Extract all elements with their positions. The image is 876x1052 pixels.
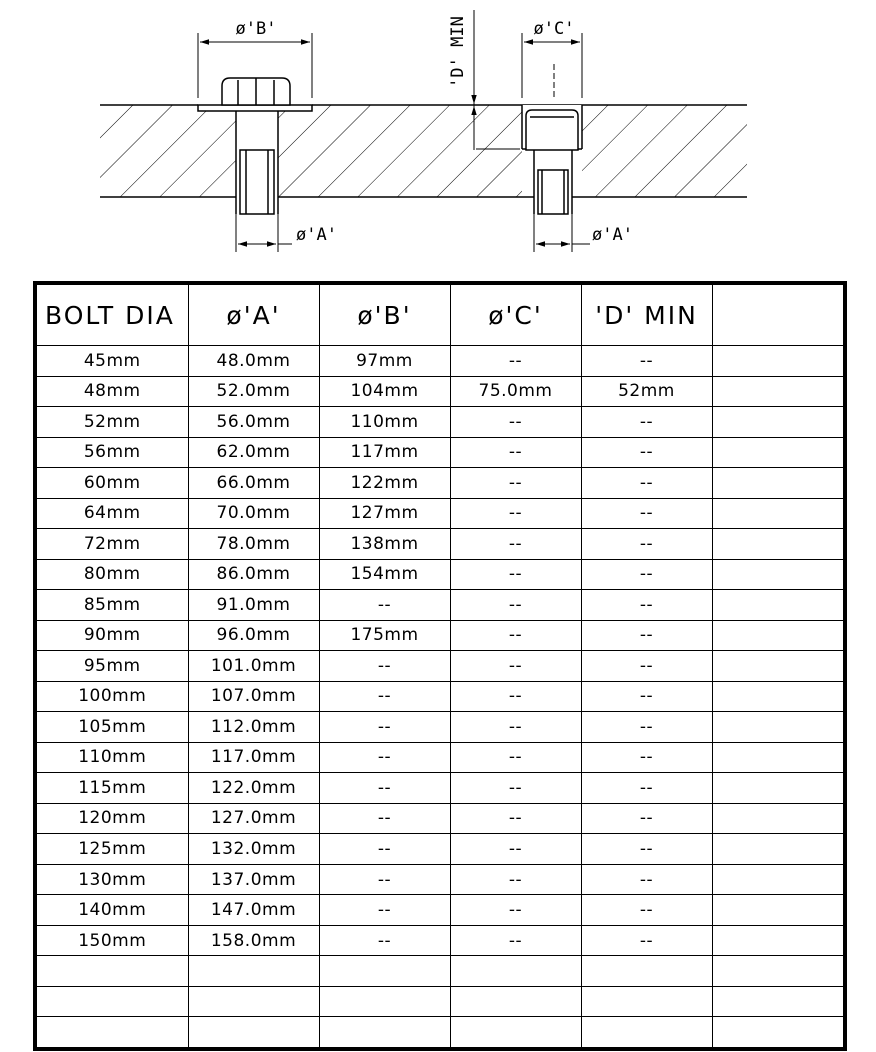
header-c: ø'C' bbox=[450, 283, 581, 346]
table-row bbox=[35, 1017, 845, 1049]
cell-dim-c: -- bbox=[450, 529, 581, 560]
cell-dim-b bbox=[319, 986, 450, 1017]
cell-dim-d-min: -- bbox=[581, 681, 712, 712]
table-row bbox=[35, 681, 845, 712]
cell-dim-a: 107.0mm bbox=[188, 681, 319, 712]
cell-dim-d-min bbox=[581, 986, 712, 1017]
table-row bbox=[35, 956, 845, 987]
cell-dim-d-min: -- bbox=[581, 925, 712, 956]
cell-dim-a: 101.0mm bbox=[188, 651, 319, 682]
table-row bbox=[35, 712, 845, 743]
cell-bolt-dia: 140mm bbox=[35, 895, 188, 926]
cell-dim-b: -- bbox=[319, 895, 450, 926]
cell-dim-d-min: -- bbox=[581, 895, 712, 926]
cell-dim-c: -- bbox=[450, 773, 581, 804]
cell-dim-d-min: -- bbox=[581, 346, 712, 377]
cell-dim-b bbox=[319, 1017, 450, 1049]
cell-dim-c: -- bbox=[450, 468, 581, 499]
table-row bbox=[35, 986, 845, 1017]
cell-dim-b: 110mm bbox=[319, 407, 450, 438]
cell-dim-a: 56.0mm bbox=[188, 407, 319, 438]
cell-blank bbox=[712, 498, 845, 529]
cell-bolt-dia: 105mm bbox=[35, 712, 188, 743]
dimension-c-label: ø'C' bbox=[533, 19, 575, 39]
cell-dim-c: -- bbox=[450, 559, 581, 590]
cell-blank bbox=[712, 407, 845, 438]
cell-dim-a: 48.0mm bbox=[188, 346, 319, 377]
cell-dim-b: -- bbox=[319, 712, 450, 743]
cell-bolt-dia: 125mm bbox=[35, 834, 188, 865]
cell-dim-b: -- bbox=[319, 773, 450, 804]
cell-blank bbox=[712, 742, 845, 773]
cell-dim-d-min: -- bbox=[581, 651, 712, 682]
cell-dim-c: -- bbox=[450, 864, 581, 895]
cell-dim-c: -- bbox=[450, 681, 581, 712]
dimension-d-label: 'D' MIN bbox=[448, 16, 468, 88]
cell-dim-d-min: -- bbox=[581, 498, 712, 529]
cell-dim-b: -- bbox=[319, 651, 450, 682]
cell-blank bbox=[712, 712, 845, 743]
cell-blank bbox=[712, 895, 845, 926]
cell-bolt-dia: 80mm bbox=[35, 559, 188, 590]
cell-dim-c: -- bbox=[450, 895, 581, 926]
table-row bbox=[35, 529, 845, 560]
cell-dim-c: -- bbox=[450, 620, 581, 651]
header-b: ø'B' bbox=[319, 283, 450, 346]
cell-dim-c: 75.0mm bbox=[450, 376, 581, 407]
cell-dim-d-min bbox=[581, 956, 712, 987]
table-row bbox=[35, 407, 845, 438]
cell-dim-b: 122mm bbox=[319, 468, 450, 499]
plate-section bbox=[100, 105, 747, 197]
cell-dim-d-min bbox=[581, 1017, 712, 1049]
cell-dim-c: -- bbox=[450, 742, 581, 773]
cell-dim-b bbox=[319, 956, 450, 987]
cell-dim-a: 66.0mm bbox=[188, 468, 319, 499]
cell-bolt-dia: 48mm bbox=[35, 376, 188, 407]
cell-dim-b: -- bbox=[319, 590, 450, 621]
table-row bbox=[35, 376, 845, 407]
dimension-a-right-label: ø'A' bbox=[592, 225, 633, 245]
cell-dim-a: 86.0mm bbox=[188, 559, 319, 590]
header-d-min: 'D' MIN bbox=[581, 283, 712, 346]
dimension-a-left bbox=[236, 214, 292, 252]
cell-blank bbox=[712, 376, 845, 407]
table-row bbox=[35, 864, 845, 895]
cell-dim-a: 78.0mm bbox=[188, 529, 319, 560]
cell-dim-c: -- bbox=[450, 712, 581, 743]
table-row bbox=[35, 559, 845, 590]
cell-bolt-dia: 130mm bbox=[35, 864, 188, 895]
cell-dim-a: 117.0mm bbox=[188, 742, 319, 773]
table-row bbox=[35, 834, 845, 865]
cell-dim-b: -- bbox=[319, 925, 450, 956]
cell-dim-d-min: -- bbox=[581, 620, 712, 651]
cell-bolt-dia: 150mm bbox=[35, 925, 188, 956]
cell-blank bbox=[712, 529, 845, 560]
cell-bolt-dia: 60mm bbox=[35, 468, 188, 499]
cell-dim-c: -- bbox=[450, 651, 581, 682]
cell-dim-a bbox=[188, 956, 319, 987]
cell-bolt-dia: 110mm bbox=[35, 742, 188, 773]
cell-dim-a: 127.0mm bbox=[188, 803, 319, 834]
cell-dim-b: -- bbox=[319, 681, 450, 712]
cell-dim-d-min: -- bbox=[581, 407, 712, 438]
cell-dim-c: -- bbox=[450, 498, 581, 529]
cell-dim-d-min: -- bbox=[581, 437, 712, 468]
cell-dim-c: -- bbox=[450, 437, 581, 468]
header-bolt-dia: BOLT DIA bbox=[35, 283, 188, 346]
cell-bolt-dia: 64mm bbox=[35, 498, 188, 529]
cell-bolt-dia: 85mm bbox=[35, 590, 188, 621]
cell-dim-a: 62.0mm bbox=[188, 437, 319, 468]
table-row bbox=[35, 742, 845, 773]
cell-dim-a: 112.0mm bbox=[188, 712, 319, 743]
cell-bolt-dia: 52mm bbox=[35, 407, 188, 438]
cell-bolt-dia bbox=[35, 986, 188, 1017]
cell-dim-d-min: -- bbox=[581, 712, 712, 743]
dimension-c bbox=[522, 33, 582, 100]
cell-dim-b: -- bbox=[319, 742, 450, 773]
cell-bolt-dia: 120mm bbox=[35, 803, 188, 834]
cell-dim-c: -- bbox=[450, 590, 581, 621]
cell-dim-a: 158.0mm bbox=[188, 925, 319, 956]
table-row bbox=[35, 590, 845, 621]
cell-dim-b: 154mm bbox=[319, 559, 450, 590]
table-row bbox=[35, 468, 845, 499]
cell-dim-a: 137.0mm bbox=[188, 864, 319, 895]
cell-dim-a: 122.0mm bbox=[188, 773, 319, 804]
dimension-b-label: ø'B' bbox=[235, 19, 277, 39]
cell-dim-d-min: -- bbox=[581, 773, 712, 804]
dimension-a-left-label: ø'A' bbox=[296, 225, 337, 245]
table-row bbox=[35, 803, 845, 834]
table-row bbox=[35, 346, 845, 377]
cell-dim-a: 96.0mm bbox=[188, 620, 319, 651]
cell-bolt-dia bbox=[35, 1017, 188, 1049]
cell-dim-d-min: -- bbox=[581, 864, 712, 895]
table-row bbox=[35, 437, 845, 468]
cell-dim-a: 147.0mm bbox=[188, 895, 319, 926]
bolt-clearance-drawing bbox=[0, 0, 876, 275]
cell-dim-c: -- bbox=[450, 834, 581, 865]
cell-dim-d-min: -- bbox=[581, 559, 712, 590]
cell-blank bbox=[712, 956, 845, 987]
cell-dim-b: 175mm bbox=[319, 620, 450, 651]
cell-dim-b: 97mm bbox=[319, 346, 450, 377]
cell-blank bbox=[712, 590, 845, 621]
bolt-dimension-table bbox=[33, 281, 847, 1051]
cell-blank bbox=[712, 620, 845, 651]
table-row bbox=[35, 925, 845, 956]
cell-bolt-dia: 45mm bbox=[35, 346, 188, 377]
table-row bbox=[35, 895, 845, 926]
table-row bbox=[35, 651, 845, 682]
table-row bbox=[35, 620, 845, 651]
cell-blank bbox=[712, 925, 845, 956]
cell-dim-c: -- bbox=[450, 407, 581, 438]
cell-blank bbox=[712, 681, 845, 712]
cell-bolt-dia: 100mm bbox=[35, 681, 188, 712]
cell-dim-b: -- bbox=[319, 834, 450, 865]
cell-dim-b: 104mm bbox=[319, 376, 450, 407]
cell-bolt-dia bbox=[35, 956, 188, 987]
cell-dim-a bbox=[188, 1017, 319, 1049]
cell-dim-a: 52.0mm bbox=[188, 376, 319, 407]
table-row bbox=[35, 498, 845, 529]
cell-dim-a bbox=[188, 986, 319, 1017]
cell-dim-a: 70.0mm bbox=[188, 498, 319, 529]
cell-blank bbox=[712, 773, 845, 804]
cell-dim-d-min: -- bbox=[581, 590, 712, 621]
cell-bolt-dia: 115mm bbox=[35, 773, 188, 804]
cell-blank bbox=[712, 834, 845, 865]
cell-dim-d-min: -- bbox=[581, 529, 712, 560]
cell-dim-a: 132.0mm bbox=[188, 834, 319, 865]
table-row bbox=[35, 773, 845, 804]
cell-dim-b: -- bbox=[319, 864, 450, 895]
cell-dim-d-min: -- bbox=[581, 468, 712, 499]
header-a: ø'A' bbox=[188, 283, 319, 346]
header-blank bbox=[712, 283, 845, 346]
cell-dim-c bbox=[450, 956, 581, 987]
cell-bolt-dia: 95mm bbox=[35, 651, 188, 682]
table-body bbox=[35, 346, 845, 1050]
cell-blank bbox=[712, 986, 845, 1017]
cell-blank bbox=[712, 437, 845, 468]
cell-dim-c bbox=[450, 1017, 581, 1049]
cell-blank bbox=[712, 559, 845, 590]
cell-blank bbox=[712, 864, 845, 895]
cell-dim-d-min: -- bbox=[581, 742, 712, 773]
cell-blank bbox=[712, 346, 845, 377]
cell-dim-b: 117mm bbox=[319, 437, 450, 468]
cell-blank bbox=[712, 1017, 845, 1049]
cell-dim-d-min: -- bbox=[581, 834, 712, 865]
cell-bolt-dia: 72mm bbox=[35, 529, 188, 560]
cell-dim-c: -- bbox=[450, 346, 581, 377]
cell-dim-b: 127mm bbox=[319, 498, 450, 529]
cell-dim-d-min: 52mm bbox=[581, 376, 712, 407]
table-header-row bbox=[35, 283, 845, 346]
cell-dim-d-min: -- bbox=[581, 803, 712, 834]
cell-dim-c bbox=[450, 986, 581, 1017]
cell-dim-c: -- bbox=[450, 803, 581, 834]
cell-dim-b: 138mm bbox=[319, 529, 450, 560]
cell-bolt-dia: 56mm bbox=[35, 437, 188, 468]
cell-dim-a: 91.0mm bbox=[188, 590, 319, 621]
cell-bolt-dia: 90mm bbox=[35, 620, 188, 651]
cell-dim-c: -- bbox=[450, 925, 581, 956]
cell-blank bbox=[712, 651, 845, 682]
cell-dim-b: -- bbox=[319, 803, 450, 834]
cell-blank bbox=[712, 468, 845, 499]
cell-blank bbox=[712, 803, 845, 834]
dimension-a-right bbox=[534, 214, 590, 252]
